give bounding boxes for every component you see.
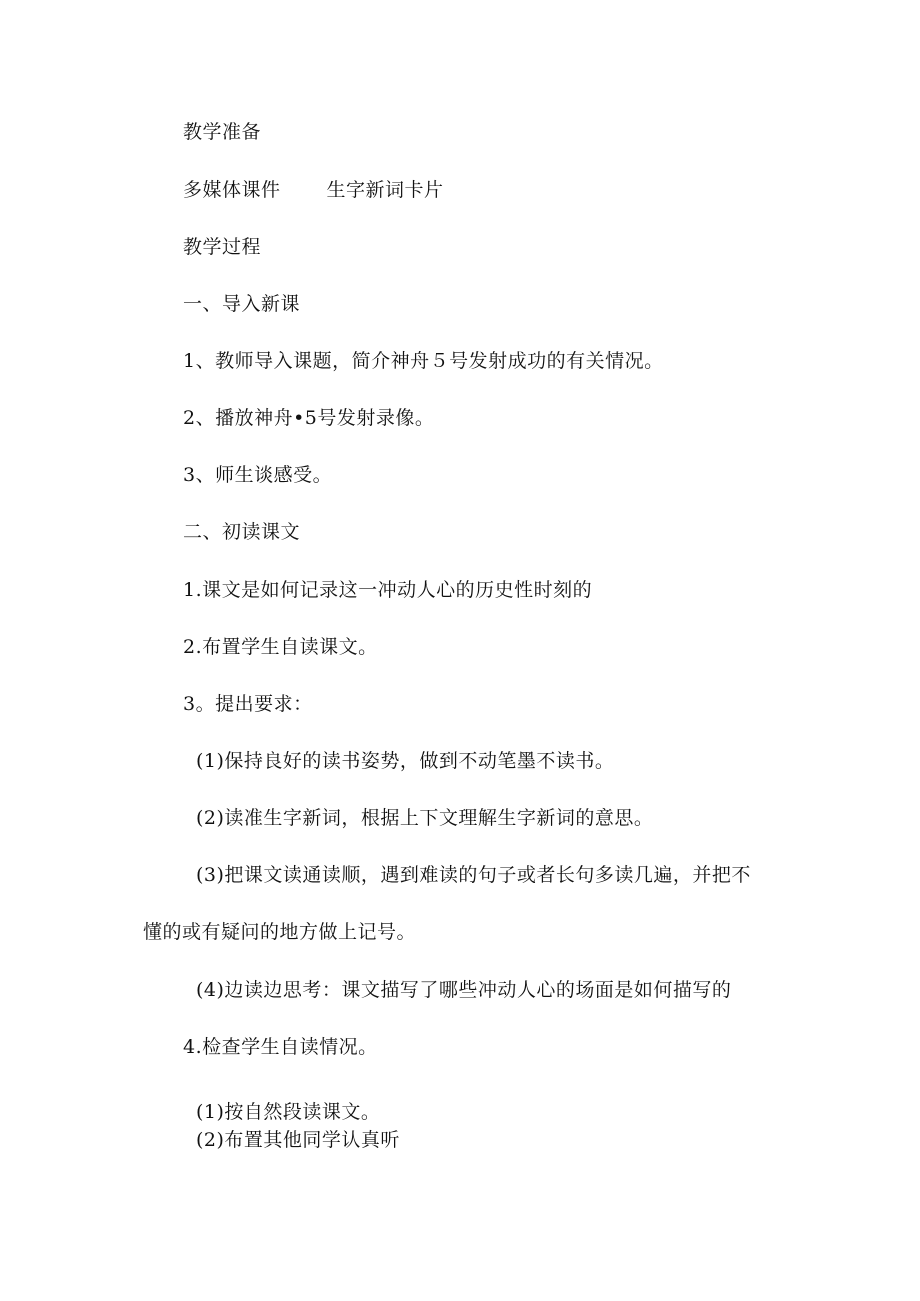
check-item: (1)按自然段读课文。	[196, 1101, 381, 1123]
section1-item: 3、师生谈感受。	[183, 464, 333, 486]
prep-heading: 教学准备	[183, 121, 262, 143]
check-item: (2)布置其他同学认真听	[196, 1129, 400, 1151]
material-item-courseware: 多媒体课件	[183, 179, 281, 201]
section2-item: 3。提出要求：	[183, 693, 313, 715]
section2-title: 二、初读课文	[183, 521, 301, 543]
requirement-item: (4)边读边思考：课文描写了哪些冲动人心的场面是如何描写的	[196, 979, 732, 1001]
requirement-item-continuation: 懂的或有疑问的地方做上记号。	[143, 921, 417, 943]
section1-item: 1、教师导入课题，简介神舟５号发射成功的有关情况。	[183, 350, 664, 372]
requirement-item: (3)把课文读通读顺，遇到难读的句子或者长句多读几遍，并把不	[196, 864, 751, 886]
material-item-word-cards: 生字新词卡片	[326, 179, 444, 201]
section2-item: 4.检查学生自读情况。	[183, 1036, 378, 1058]
section2-item: 2.布置学生自读课文。	[183, 636, 378, 658]
section1-item: 2、播放神舟•5号发射录像。	[183, 407, 435, 429]
requirement-item: (1)保持良好的读书姿势，做到不动笔墨不读书。	[196, 750, 615, 772]
section1-title: 一、导入新课	[183, 293, 301, 315]
process-heading: 教学过程	[183, 236, 262, 258]
section2-item: 1.课文是如何记录这一冲动人心的历史性时刻的	[183, 579, 593, 601]
materials-line	[183, 178, 444, 202]
requirement-item: (2)读准生字新词，根据上下文理解生字新词的意思。	[196, 807, 654, 829]
